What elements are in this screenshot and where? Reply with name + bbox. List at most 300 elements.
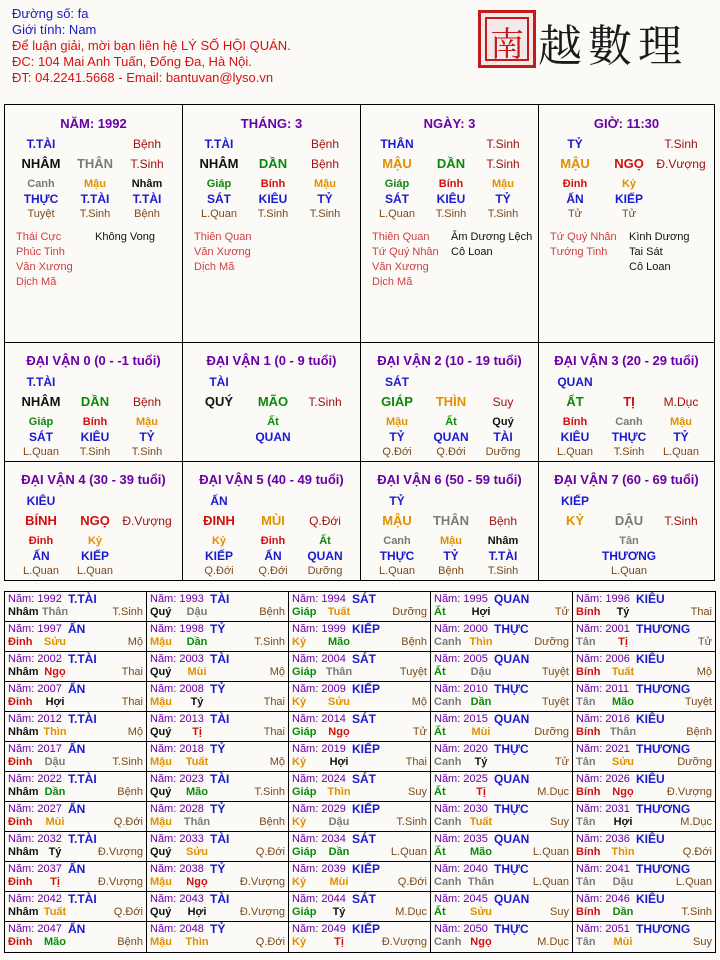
year-label: Năm: 2038 [150, 863, 204, 875]
hidden-phase: L.Quan [22, 446, 60, 458]
year-stem: Ất [434, 846, 446, 858]
year-branch: Tị [618, 636, 628, 648]
year-god: KIÊU [636, 592, 665, 606]
year-phase: Q.Đới [255, 846, 285, 858]
hidden-god: TỶ [317, 192, 333, 206]
dai-van-title: ĐẠI VẬN 3 (20 - 29 tuổi) [554, 353, 699, 368]
year-stem: Kỷ [292, 816, 307, 828]
year-branch: Thìn [43, 726, 67, 738]
year-branch: Tị [476, 786, 486, 798]
year-cell [573, 772, 715, 802]
pillar-stem-branch: T.Sinh [130, 157, 164, 171]
year-cell [289, 862, 431, 892]
year-branch: Tý [474, 756, 488, 768]
hidden-phase: L.Quan [378, 565, 416, 577]
year-stem: Nhâm [8, 606, 39, 618]
year-branch: Thân [467, 876, 495, 888]
year-stem: Canh [434, 876, 462, 888]
year-stem: Kỷ [292, 696, 307, 708]
hidden-phase: L.Quan [662, 446, 700, 458]
hidden-phase: L.Quan [556, 446, 594, 458]
year-branch: Thìn [469, 636, 493, 648]
hidden-phase: T.Sinh [613, 446, 645, 458]
year-stem: Đinh [8, 816, 33, 828]
year-stem: Giáp [292, 846, 317, 858]
year-god: THƯƠNG [636, 742, 691, 756]
year-stem: Nhâm [8, 726, 39, 738]
dai-van-stem-branch: NGỌ [80, 513, 110, 528]
year-god: THƯƠNG [636, 682, 691, 696]
dai-van-title: ĐẠI VẬN 2 (10 - 19 tuổi) [377, 353, 522, 368]
hidden-god: TỶ [139, 430, 155, 444]
hidden-god: SÁT [207, 192, 231, 206]
year-label: Năm: 2011 [576, 683, 629, 695]
dai-van-stem-branch: THÌN [435, 394, 467, 409]
year-god: TỶ [210, 922, 226, 936]
pillar-box [4, 104, 183, 343]
year-label: Năm: 2030 [434, 803, 488, 815]
hidden-stem: Tân [619, 535, 639, 547]
year-stem: Mậu [150, 816, 172, 828]
year-label: Năm: 2005 [434, 653, 488, 665]
year-cell [147, 592, 289, 622]
year-stem: Quý [150, 846, 172, 858]
hidden-god: THỰC [379, 549, 415, 563]
star-right: Cô Loan [629, 261, 671, 273]
year-phase: Đ.Vượng [239, 906, 285, 918]
year-branch: Dần [328, 846, 350, 858]
year-branch: Tuất [469, 816, 493, 828]
year-phase: Mộ [696, 666, 712, 678]
hidden-stem: Mậu [84, 178, 106, 190]
year-phase: Mộ [269, 666, 285, 678]
hidden-stem: Kỷ [621, 178, 637, 190]
star-left: Văn Xương [372, 261, 429, 273]
year-stem: Canh [434, 816, 462, 828]
year-label: Năm: 2001 [576, 623, 630, 635]
year-stem: Ất [434, 606, 446, 618]
hidden-god: T.TÀI [132, 192, 162, 206]
year-cell [289, 922, 431, 952]
dai-van-box [360, 461, 539, 581]
dai-van-stem-branch: TỊ [623, 394, 635, 409]
year-phase: Dưỡng [534, 726, 569, 738]
year-phase: Dưỡng [392, 606, 427, 618]
year-branch: Thân [41, 606, 69, 618]
hidden-phase: L.Quan [200, 208, 238, 220]
year-phase: Tuyệt [541, 666, 569, 678]
hidden-god: SÁT [385, 192, 409, 206]
dai-van-box [4, 461, 183, 581]
year-stem: Kỷ [292, 636, 307, 648]
year-phase: Mộ [269, 756, 285, 768]
year-cell [147, 712, 289, 742]
year-cell [5, 622, 147, 652]
year-god: KIẾP [352, 622, 381, 636]
hidden-stem: Canh [615, 416, 643, 428]
dai-van-box [182, 342, 361, 462]
dai-van-stem-branch: GIÁP [381, 394, 413, 409]
year-cell [431, 652, 573, 682]
year-label: Năm: 2027 [8, 803, 62, 815]
hidden-phase: Q.Đới [204, 565, 234, 577]
year-cell [289, 832, 431, 862]
year-phase: Bệnh [259, 816, 285, 828]
star-left: Thiên Quan [194, 231, 252, 243]
year-phase: T.Sinh [681, 906, 712, 918]
year-cell [431, 862, 573, 892]
year-cell [5, 802, 147, 832]
year-cell [289, 652, 431, 682]
pillar-top-label: TỶ [567, 137, 583, 151]
year-phase: Tuyệt [541, 696, 569, 708]
year-label: Năm: 2036 [576, 833, 630, 845]
year-god: SÁT [352, 832, 376, 846]
hidden-phase: Tử [621, 208, 637, 220]
hidden-stem: Giáp [384, 178, 410, 190]
pillar-stem-branch: Đ.Vượng [656, 157, 706, 171]
year-branch: Tị [192, 726, 202, 738]
year-stem: Ất [434, 786, 446, 798]
hidden-phase: T.Sinh [487, 208, 519, 220]
year-cell [431, 772, 573, 802]
year-god: SÁT [352, 772, 376, 786]
year-god: THỰC [494, 682, 529, 696]
year-label: Năm: 2020 [434, 743, 488, 755]
year-god: TÀI [210, 592, 230, 606]
hidden-god: SÁT [29, 430, 53, 444]
year-label: Năm: 1999 [292, 623, 346, 635]
year-stem: Giáp [292, 606, 317, 618]
year-phase: L.Quan [532, 846, 569, 858]
year-phase: Thai [121, 666, 143, 678]
year-label: Năm: 1996 [576, 593, 630, 605]
year-phase: Tử [554, 756, 569, 768]
pillar-top-label: THÂN [380, 137, 414, 151]
year-branch: Sửu [185, 846, 209, 858]
year-phase: Thai [263, 696, 285, 708]
year-god: SÁT [352, 712, 376, 726]
hidden-phase: T.Sinh [309, 208, 341, 220]
year-stem: Kỷ [292, 936, 307, 948]
year-cell [289, 712, 431, 742]
star-left: Thiên Quan [372, 231, 430, 243]
year-stem: Nhâm [8, 666, 39, 678]
dai-van-stem-branch: Đ.Vượng [122, 514, 172, 528]
dai-van-stem-branch: QUÝ [204, 394, 234, 409]
year-label: Năm: 1997 [8, 623, 62, 635]
year-label: Năm: 2051 [576, 923, 630, 935]
year-phase: Tuyệt [684, 696, 712, 708]
year-phase: T.Sinh [254, 636, 285, 648]
year-stem: Tân [576, 876, 596, 888]
year-god: KIÊU [636, 652, 665, 666]
year-branch: Dậu [470, 666, 492, 678]
year-god: THỰC [494, 862, 529, 876]
year-stem: Đinh [8, 636, 33, 648]
year-branch: Sửu [43, 636, 67, 648]
dai-van-stem-branch: Q.Đới [309, 514, 341, 528]
year-god: QUAN [494, 892, 530, 906]
year-branch: Mùi [187, 666, 207, 678]
year-stem: Tân [576, 816, 596, 828]
year-label: Năm: 2006 [576, 653, 630, 665]
hidden-phase: L.Quan [378, 208, 416, 220]
pillar-top-label: T.TÀI [26, 137, 56, 151]
hidden-god: ẤN [32, 549, 50, 563]
year-phase: Suy [550, 816, 569, 828]
year-branch: Dần [612, 906, 634, 918]
year-branch: Tý [48, 846, 62, 858]
hidden-stem: Quý [492, 416, 514, 428]
year-label: Năm: 2012 [8, 713, 62, 725]
dai-van-stem-branch: T.Sinh [308, 395, 342, 409]
year-grid [4, 591, 716, 953]
star-left: Thái Cực [16, 231, 62, 243]
year-label: Năm: 2048 [150, 923, 204, 935]
dai-van-stem-branch: NHÂM [21, 394, 61, 409]
dai-van-title: ĐẠI VẬN 4 (30 - 39 tuổi) [21, 472, 166, 487]
year-branch: Sửu [327, 696, 351, 708]
year-phase: Thai [121, 696, 143, 708]
dai-van-stem-branch: THÂN [432, 513, 470, 528]
year-branch: Hợi [613, 816, 633, 828]
year-phase: Q.Đới [397, 876, 427, 888]
pillar-stem-branch: DẦN [436, 156, 466, 171]
year-phase: Q.Đới [255, 936, 285, 948]
star-left: Phúc Tinh [16, 246, 65, 258]
pillar-title: GIỜ: 11:30 [593, 116, 660, 131]
year-cell [573, 712, 715, 742]
year-label: Năm: 2045 [434, 893, 488, 905]
year-label: Năm: 2049 [292, 923, 346, 935]
pillar-top-label: T.TÀI [204, 137, 234, 151]
dai-van-title: ĐẠI VẬN 7 (60 - 69 tuổi) [554, 472, 699, 487]
dai-van-god: ẤN [210, 494, 228, 508]
year-branch: Dậu [44, 756, 66, 768]
dai-van-stem-branch: MÙI [261, 513, 285, 528]
year-god: SÁT [352, 592, 376, 606]
hidden-god: THỰC [611, 430, 647, 444]
year-phase: Tử [697, 636, 712, 648]
year-phase: Đ.Vượng [97, 876, 143, 888]
year-cell [5, 772, 147, 802]
year-phase: Q.Đới [113, 816, 143, 828]
hidden-phase: Tuyệt [27, 208, 55, 220]
year-branch: Hợi [471, 606, 491, 618]
year-label: Năm: 2009 [292, 683, 346, 695]
dai-van-god: T.TÀI [26, 375, 56, 389]
year-stem: Mậu [150, 636, 172, 648]
year-cell [573, 892, 715, 922]
year-stem: Bính [576, 726, 601, 738]
year-god: TỶ [210, 682, 226, 696]
year-god: T.TÀI [68, 892, 97, 906]
year-cell [5, 682, 147, 712]
year-label: Năm: 2014 [292, 713, 346, 725]
year-label: Năm: 2002 [8, 653, 62, 665]
year-god: T.TÀI [68, 712, 97, 726]
year-god: KIẾP [352, 742, 381, 756]
year-branch: Dậu [186, 606, 208, 618]
year-stem: Mậu [150, 756, 172, 768]
dai-van-god: TỶ [389, 494, 405, 508]
year-god: T.TÀI [68, 772, 97, 786]
dai-van-stem-branch: MẬU [382, 513, 412, 528]
hidden-stem: Đinh [260, 535, 286, 547]
year-stem: Canh [434, 636, 462, 648]
dai-van-title: ĐẠI VẬN 0 (0 - -1 tuổi) [26, 353, 161, 368]
year-label: Năm: 2007 [8, 683, 62, 695]
year-label: Năm: 2000 [434, 623, 488, 635]
pillar-stem-branch: NHÂM [21, 156, 61, 171]
year-label: Năm: 2003 [150, 653, 204, 665]
year-god: KIẾP [352, 922, 381, 936]
hidden-god: KIÊU [80, 430, 110, 444]
year-god: QUAN [494, 712, 530, 726]
hidden-stem: Mậu [670, 416, 692, 428]
star-left: Tứ Quý Nhân [550, 231, 617, 243]
year-cell [289, 742, 431, 772]
year-phase: T.Sinh [112, 606, 143, 618]
year-phase: L.Quan [532, 876, 569, 888]
pillar-top-label: T.Sinh [664, 137, 698, 151]
year-god: SÁT [352, 652, 376, 666]
dai-van-box [538, 342, 715, 462]
hidden-stem: Canh [383, 535, 411, 547]
year-cell [147, 862, 289, 892]
year-stem: Kỷ [292, 876, 307, 888]
year-branch: Ngọ [186, 876, 208, 888]
hidden-god: THỰC [23, 192, 59, 206]
dai-van-title: ĐẠI VẬN 1 (0 - 9 tuổi) [206, 353, 337, 368]
year-stem: Ất [434, 906, 446, 918]
star-left: Dịch Mã [194, 261, 235, 273]
year-label: Năm: 2024 [292, 773, 346, 785]
year-label: Năm: 2047 [8, 923, 62, 935]
hidden-phase: T.Sinh [257, 208, 289, 220]
year-label: Năm: 2039 [292, 863, 346, 875]
year-cell [573, 682, 715, 712]
year-stem: Mậu [150, 876, 172, 888]
hidden-stem: Bính [260, 178, 286, 190]
year-label: Năm: 1998 [150, 623, 204, 635]
hidden-god: ẤN [264, 549, 282, 563]
year-branch: Hợi [187, 906, 207, 918]
dai-van-stem-branch: BÍNH [25, 513, 57, 528]
pillar-stem-branch: DẦN [258, 156, 288, 171]
pillar-stem-branch: T.Sinh [486, 157, 520, 171]
hidden-stem: Ất [319, 535, 331, 547]
year-god: T.TÀI [68, 652, 97, 666]
year-god: QUAN [494, 652, 530, 666]
year-label: Năm: 2023 [150, 773, 204, 785]
header-info [12, 6, 482, 86]
year-phase: M.Dục [537, 936, 569, 948]
pillar-top-label: Bệnh [132, 137, 162, 151]
pillar-stem-branch: NHÂM [199, 156, 239, 171]
year-god: KIÊU [636, 712, 665, 726]
year-god: ẤN [68, 742, 86, 756]
year-phase: Tử [554, 606, 569, 618]
year-label: Năm: 2017 [8, 743, 62, 755]
hidden-stem: Mậu [492, 178, 514, 190]
year-branch: Sửu [611, 756, 635, 768]
dai-van-box [4, 342, 183, 462]
year-label: Năm: 2031 [576, 803, 630, 815]
hidden-god: TỶ [443, 549, 459, 563]
year-stem: Ất [434, 666, 446, 678]
pillar-stem-branch: MẬU [382, 156, 412, 171]
year-branch: Dậu [328, 816, 350, 828]
year-god: TỶ [210, 742, 226, 756]
year-label: Năm: 2046 [576, 893, 630, 905]
year-branch: Dần [44, 786, 66, 798]
year-phase: Bệnh [259, 606, 285, 618]
year-god: ẤN [68, 622, 86, 636]
year-cell [147, 682, 289, 712]
hidden-stem: Mậu [136, 416, 158, 428]
year-stem: Tân [576, 756, 596, 768]
year-cell [573, 742, 715, 772]
star-left: Dịch Mã [16, 276, 57, 288]
year-phase: Đ.Vượng [381, 936, 427, 948]
year-label: Năm: 2040 [434, 863, 488, 875]
hidden-stem: Canh [27, 178, 55, 190]
pillar-top-label: Bệnh [310, 137, 340, 151]
year-phase: Tử [412, 726, 427, 738]
year-stem: Ất [434, 726, 446, 738]
star-left: Văn Xương [16, 261, 73, 273]
dai-van-box [182, 461, 361, 581]
year-branch: Ngọ [44, 666, 66, 678]
year-god: TÀI [210, 892, 230, 906]
year-branch: Mùi [329, 876, 349, 888]
year-stem: Đinh [8, 696, 33, 708]
year-label: Năm: 2034 [292, 833, 346, 845]
year-stem: Tân [576, 636, 596, 648]
hidden-god: QUAN [433, 430, 469, 444]
year-label: Năm: 2033 [150, 833, 204, 845]
year-stem: Giáp [292, 786, 317, 798]
year-branch: Ngọ [612, 786, 634, 798]
year-label: Năm: 2010 [434, 683, 488, 695]
year-branch: Ngọ [470, 936, 492, 948]
dai-van-stem-branch: DẬU [614, 513, 644, 528]
year-label: Năm: 2025 [434, 773, 488, 785]
year-stem: Đinh [8, 756, 33, 768]
year-phase: Tuyệt [399, 666, 427, 678]
year-cell [431, 892, 573, 922]
hidden-phase: Bệnh [438, 565, 464, 577]
year-cell [147, 652, 289, 682]
year-god: THỰC [494, 802, 529, 816]
year-god: ẤN [68, 862, 86, 876]
hidden-phase: Bệnh [134, 208, 160, 220]
year-god: THƯƠNG [636, 862, 691, 876]
year-god: ẤN [68, 682, 86, 696]
hidden-god: KIÊU [560, 430, 590, 444]
year-cell [289, 802, 431, 832]
contact-note: Để luận giải, mời bạn liên hệ LÝ SỐ HỘI QUÁN. [12, 38, 291, 53]
year-label: Năm: 2019 [292, 743, 346, 755]
year-god: TÀI [210, 712, 230, 726]
hidden-phase: Dưỡng [485, 446, 521, 458]
address: ĐC: 104 Mai Anh Tuấn, Đống Đa, Hà Nội. [12, 54, 252, 69]
year-cell [431, 682, 573, 712]
pillar-stem-branch: MẬU [560, 156, 590, 171]
hidden-god: KIÊU [436, 192, 466, 206]
